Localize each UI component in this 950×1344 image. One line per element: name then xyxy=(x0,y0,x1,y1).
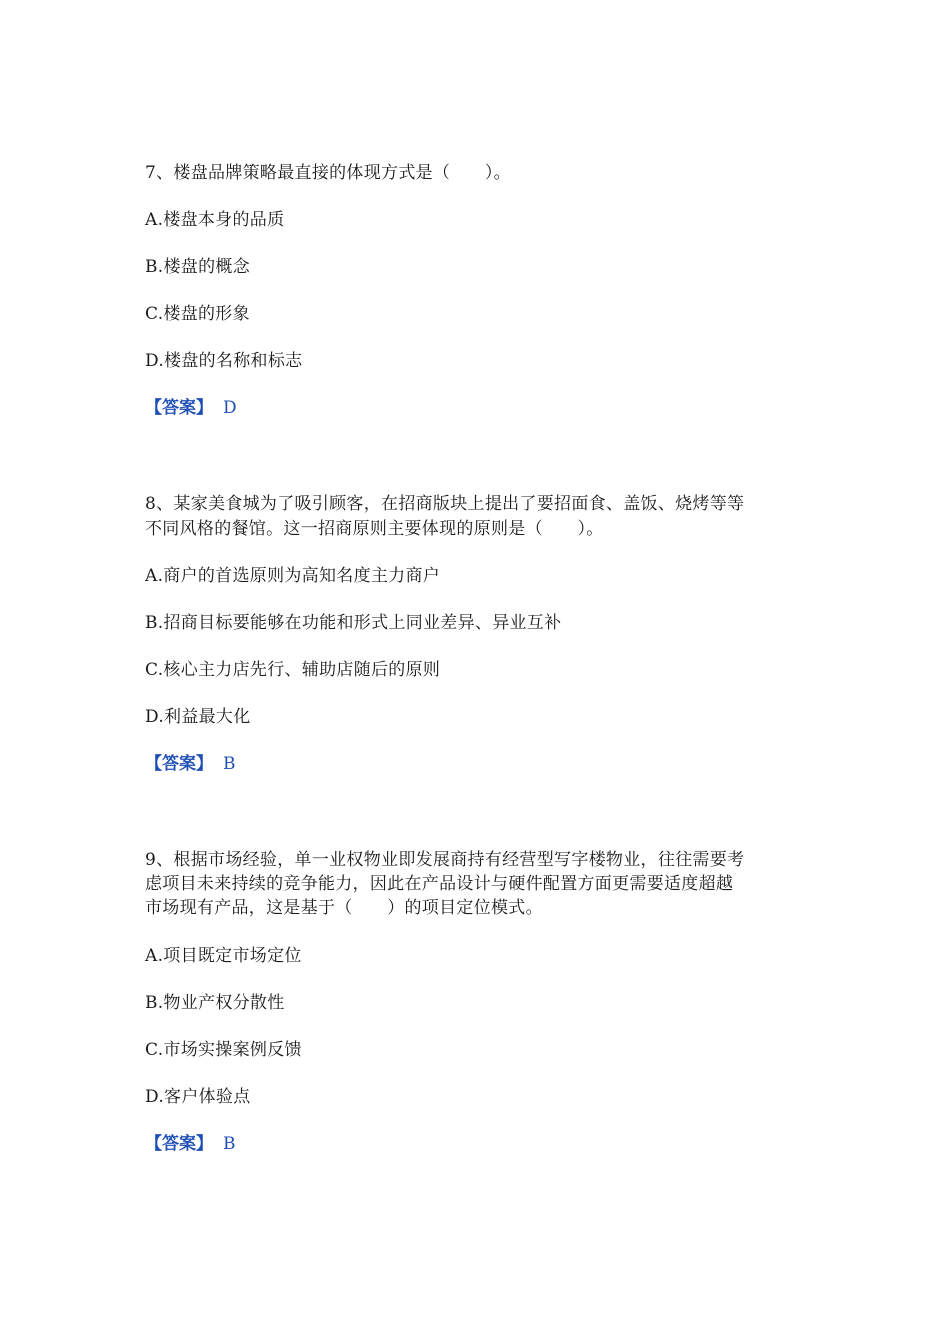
answer-label: 【答案】 xyxy=(145,754,213,774)
option-c: C.核心主力店先行、辅助店随后的原则 xyxy=(145,660,441,680)
question-stem-line-2: 不同风格的餐馆。这一招商原则主要体现的原则是（ ）。 xyxy=(145,519,604,539)
option-c: C.楼盘的形象 xyxy=(145,304,250,324)
question-stem-line-3: 市场现有产品，这是基于（ ）的项目定位模式。 xyxy=(145,898,543,918)
option-a: A.楼盘本身的品质 xyxy=(145,210,285,230)
question-stem-line-1: 9、根据市场经验，单一业权物业即发展商持有经营型写字楼物业，往往需要考 xyxy=(145,850,745,870)
option-d: D.楼盘的名称和标志 xyxy=(145,351,303,371)
option-b: B.楼盘的概念 xyxy=(145,257,250,277)
question-stem-line-1: 8、某家美食城为了吸引顾客，在招商版块上提出了要招面食、盖饭、烧烤等等 xyxy=(145,494,745,514)
option-b: B.物业产权分散性 xyxy=(145,993,285,1013)
question-stem-line-2: 虑项目未来持续的竞争能力，因此在产品设计与硬件配置方面更需要适度超越 xyxy=(145,874,734,894)
answer-value: B xyxy=(223,754,236,774)
option-b: B.招商目标要能够在功能和形式上同业差异、异业互补 xyxy=(145,613,562,633)
option-d: D.利益最大化 xyxy=(145,707,251,727)
answer-label: 【答案】 xyxy=(145,1134,213,1154)
option-d: D.客户体验点 xyxy=(145,1087,251,1107)
answer-value: B xyxy=(223,1134,236,1154)
answer-row xyxy=(145,752,236,776)
answer-row xyxy=(145,1132,236,1156)
answer-value: D xyxy=(223,398,237,418)
option-a: A.商户的首选原则为高知名度主力商户 xyxy=(145,566,441,586)
question-stem: 7、楼盘品牌策略最直接的体现方式是（ ）。 xyxy=(145,163,511,183)
option-c: C.市场实操案例反馈 xyxy=(145,1040,302,1060)
option-a: A.项目既定市场定位 xyxy=(145,946,302,966)
answer-label: 【答案】 xyxy=(145,398,213,418)
answer-row xyxy=(145,396,237,420)
